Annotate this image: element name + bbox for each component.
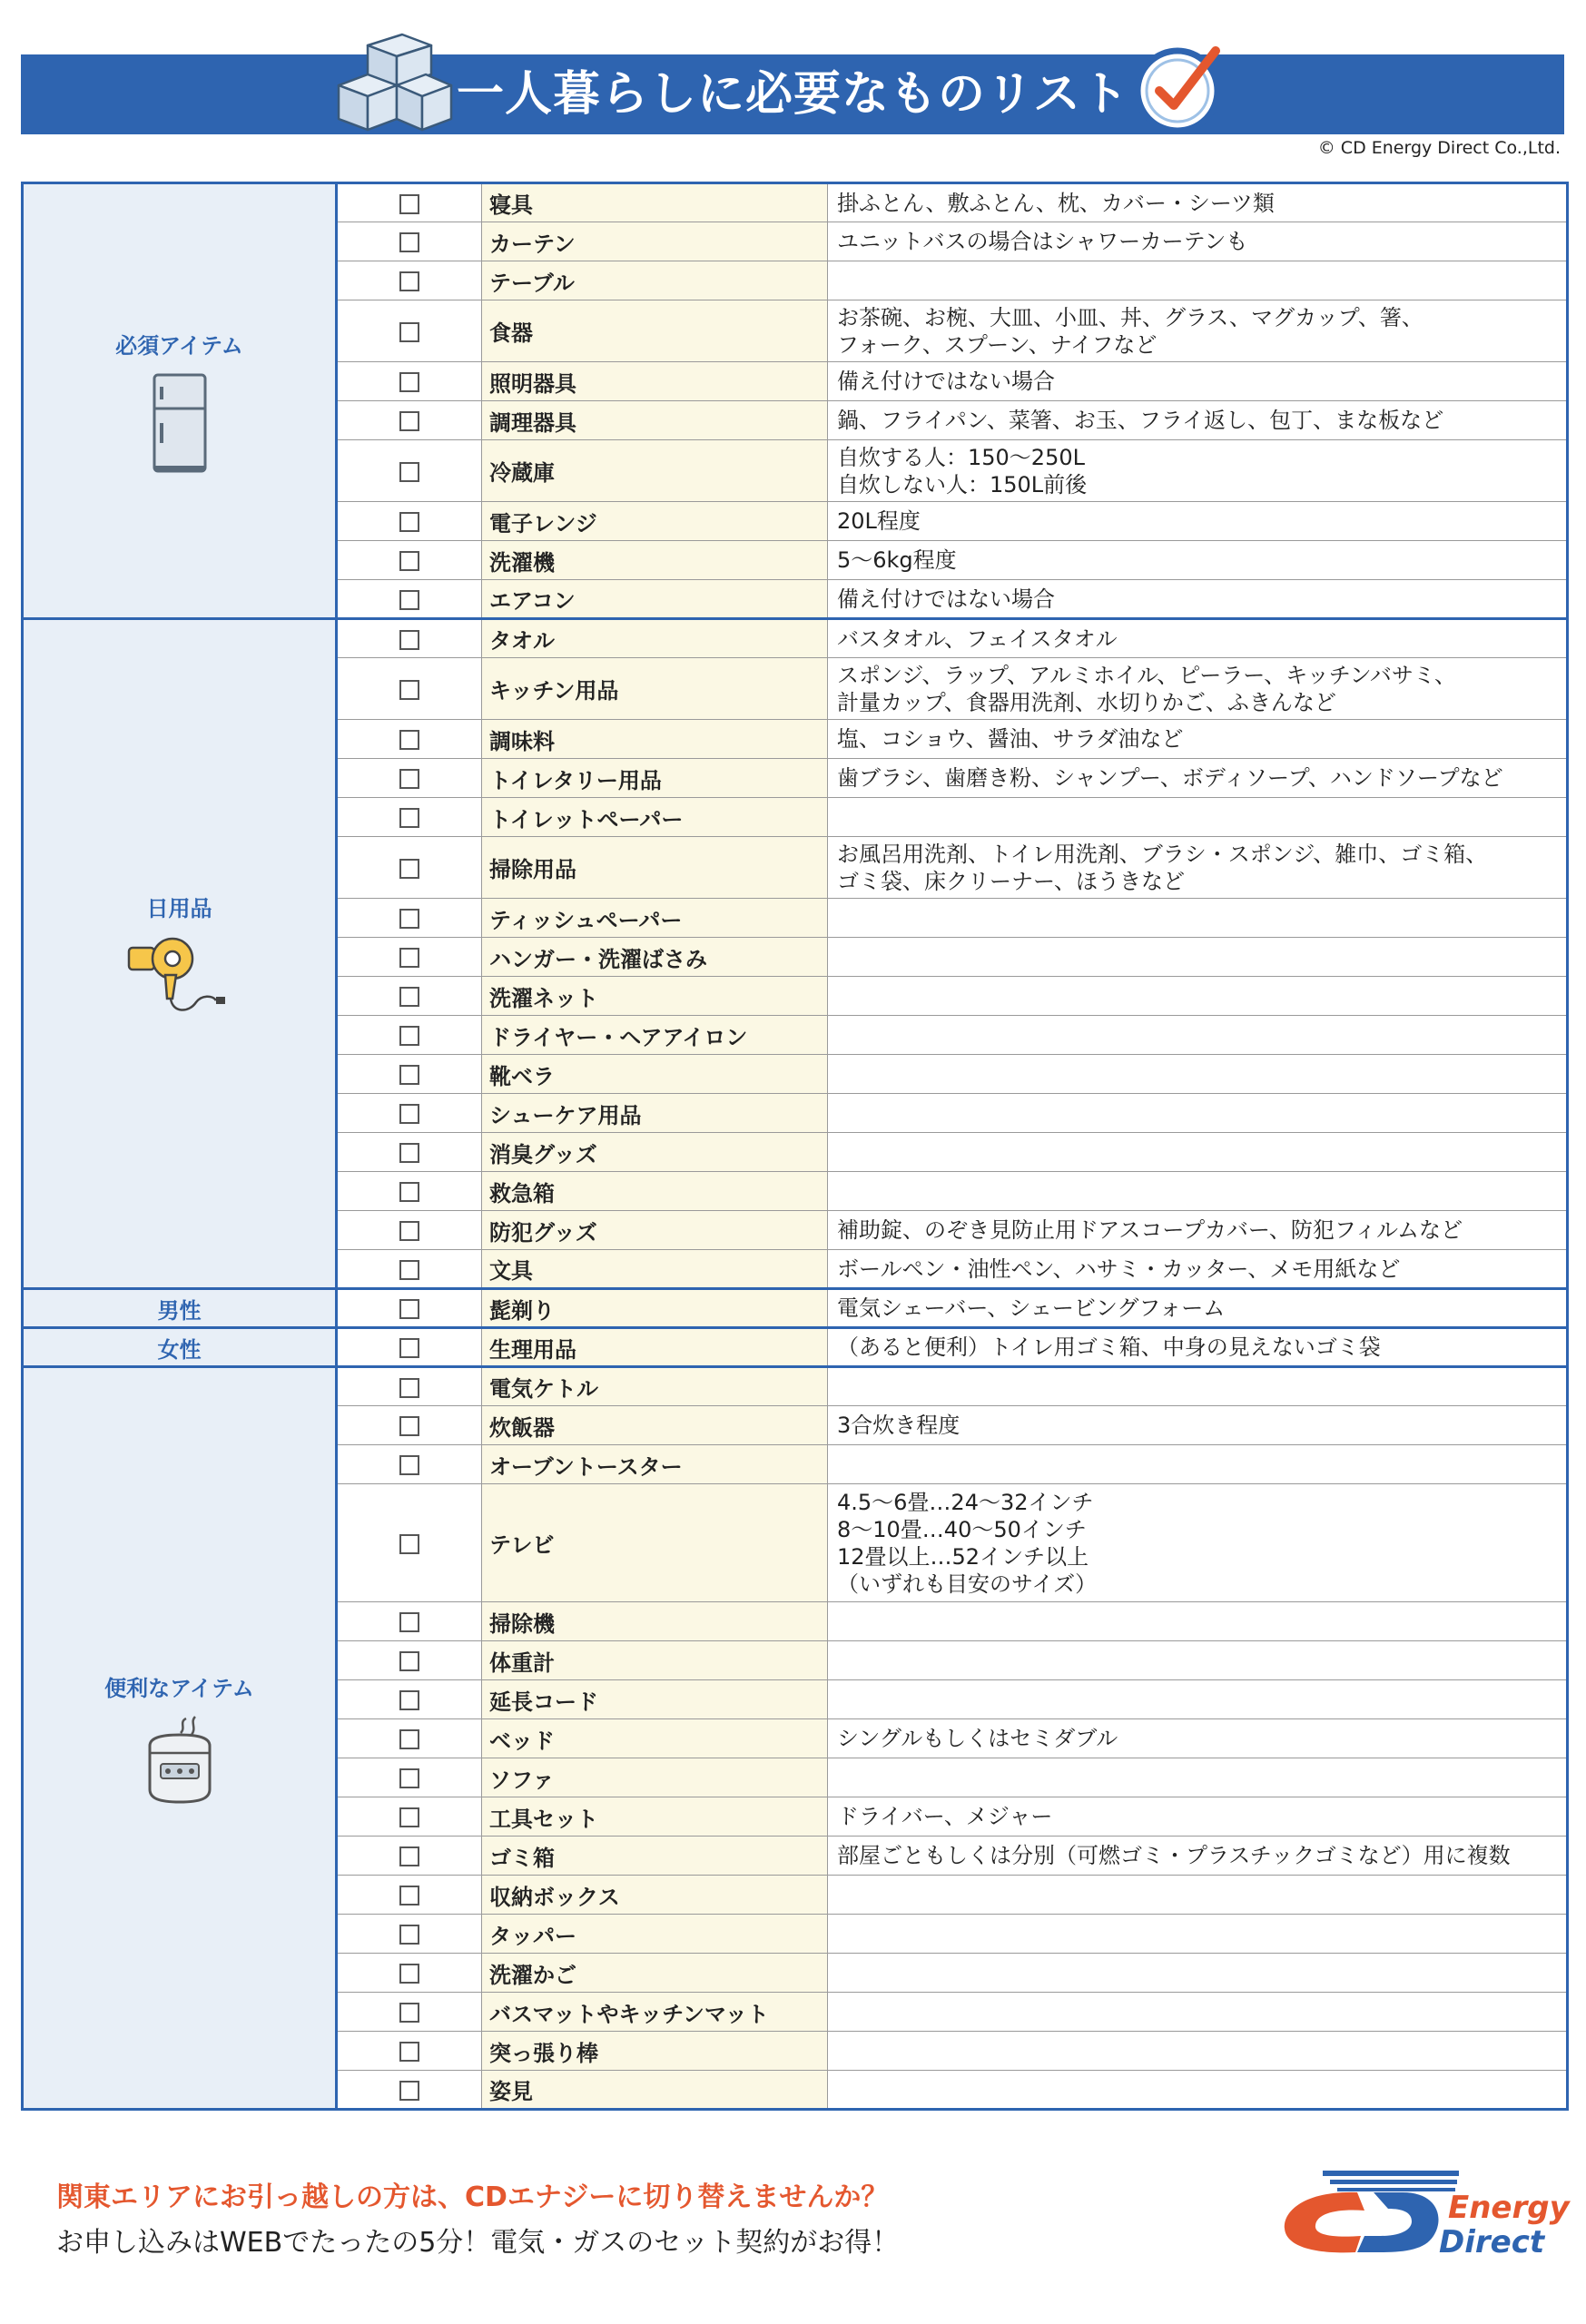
checkbox-cell bbox=[337, 759, 482, 798]
item-name: 炊飯器 bbox=[482, 1406, 828, 1445]
item-checkbox[interactable] bbox=[399, 1026, 419, 1046]
item-checkbox[interactable] bbox=[399, 271, 419, 291]
item-checkbox[interactable] bbox=[399, 1260, 419, 1280]
item-note bbox=[828, 1876, 1568, 1915]
item-note-line: 塩、コショウ、醤油、サラダ油など bbox=[837, 726, 1184, 752]
item-note-line: （いずれも目安のサイズ） bbox=[837, 1571, 1098, 1597]
category-cell bbox=[23, 183, 337, 619]
item-checkbox[interactable] bbox=[399, 1338, 419, 1358]
item-note bbox=[828, 1289, 1568, 1328]
checkbox-cell bbox=[337, 1993, 482, 2032]
checkbox-cell bbox=[337, 837, 482, 899]
category-label: 便利なアイテム bbox=[104, 1676, 254, 1701]
item-note bbox=[828, 222, 1568, 261]
item-checkbox[interactable] bbox=[399, 512, 419, 532]
item-checkbox[interactable] bbox=[399, 322, 419, 342]
item-note bbox=[828, 1837, 1568, 1876]
item-name: テレビ bbox=[482, 1484, 828, 1602]
item-note bbox=[828, 1406, 1568, 1445]
item-note bbox=[828, 541, 1568, 580]
item-name: 文具 bbox=[482, 1250, 828, 1289]
item-note bbox=[828, 1055, 1568, 1094]
item-checkbox[interactable] bbox=[399, 1416, 419, 1436]
checkbox-cell bbox=[337, 261, 482, 300]
item-name: 調理器具 bbox=[482, 401, 828, 440]
checkbox-cell bbox=[337, 1837, 482, 1876]
category-label: 必須アイテム bbox=[115, 333, 243, 359]
item-name: 髭剃り bbox=[482, 1289, 828, 1328]
checkbox-cell bbox=[337, 2071, 482, 2110]
checklist-table bbox=[21, 182, 1569, 2111]
item-checkbox[interactable] bbox=[399, 232, 419, 252]
item-name: オーブントースター bbox=[482, 1445, 828, 1484]
checkbox-cell bbox=[337, 222, 482, 261]
item-checkbox[interactable] bbox=[399, 1846, 419, 1866]
page-title: 一人暮らしに必要なものリスト bbox=[457, 67, 1129, 122]
item-checkbox[interactable] bbox=[399, 1143, 419, 1163]
item-note bbox=[828, 1993, 1568, 2032]
item-note bbox=[828, 1954, 1568, 1993]
item-checkbox[interactable] bbox=[399, 769, 419, 789]
item-note-line: お茶碗、お椀、大皿、小皿、丼、グラス、マグカップ、箸、 bbox=[837, 304, 1423, 330]
item-note-line: フォーク、スプーン、ナイフなど bbox=[837, 331, 1157, 358]
checkbox-cell bbox=[337, 362, 482, 401]
checkbox-cell bbox=[337, 1641, 482, 1680]
checkbox-cell bbox=[337, 502, 482, 541]
checkbox-cell bbox=[337, 1406, 482, 1445]
item-name: ゴミ箱 bbox=[482, 1837, 828, 1876]
item-checkbox[interactable] bbox=[399, 1807, 419, 1827]
logo-direct-text: Direct bbox=[1439, 2224, 1545, 2260]
item-name: 洗濯かご bbox=[482, 1954, 828, 1993]
checklist-row bbox=[23, 183, 1568, 222]
checkbox-cell bbox=[337, 1016, 482, 1055]
item-note bbox=[828, 1602, 1568, 1641]
item-checkbox[interactable] bbox=[399, 1221, 419, 1241]
item-name: 電子レンジ bbox=[482, 502, 828, 541]
item-note-line: シングルもしくはセミダブル bbox=[837, 1726, 1118, 1751]
item-checkbox[interactable] bbox=[399, 2081, 419, 2101]
item-name: 消臭グッズ bbox=[482, 1133, 828, 1172]
item-note-line: ゴミ袋、床クリーナー、ほうきなど bbox=[837, 868, 1186, 894]
item-note-line: 電気シェーバー、シェービングフォーム bbox=[837, 1295, 1226, 1321]
checkbox-cell bbox=[337, 2032, 482, 2071]
item-name: 防犯グッズ bbox=[482, 1211, 828, 1250]
item-name: 調味料 bbox=[482, 720, 828, 759]
item-name: 突っ張り棒 bbox=[482, 2032, 828, 2071]
item-note bbox=[828, 1094, 1568, 1133]
item-note bbox=[828, 977, 1568, 1016]
checkbox-cell bbox=[337, 720, 482, 759]
item-note bbox=[828, 899, 1568, 938]
logo-c-mark bbox=[1285, 2192, 1364, 2252]
item-note-line: 3合炊き程度 bbox=[837, 1413, 960, 1438]
item-note bbox=[828, 837, 1568, 899]
category-label: 女性 bbox=[157, 1336, 202, 1363]
item-name: エアコン bbox=[482, 580, 828, 619]
checkbox-cell bbox=[337, 1915, 482, 1954]
item-name: カーテン bbox=[482, 222, 828, 261]
item-name: トイレットペーパー bbox=[482, 798, 828, 837]
item-note-line: 鍋、フライパン、菜箸、お玉、フライ返し、包丁、まな板など bbox=[837, 408, 1444, 433]
promo-headline: 関東エリアにお引っ越しの方は、CDエナジーに切り替えませんか？ bbox=[56, 2181, 889, 2213]
checklist-row bbox=[23, 1328, 1568, 1367]
item-note-line: お風呂用洗剤、トイレ用洗剤、ブラシ・スポンジ、雑巾、ゴミ箱、 bbox=[837, 841, 1488, 867]
item-checkbox[interactable] bbox=[399, 1612, 419, 1632]
item-name: ドライヤー・ヘアアイロン bbox=[482, 1016, 828, 1055]
item-checkbox[interactable] bbox=[399, 680, 419, 700]
item-checkbox[interactable] bbox=[399, 1690, 419, 1710]
checkbox-cell bbox=[337, 1797, 482, 1837]
checkmark-circle-icon bbox=[1130, 38, 1228, 136]
item-note bbox=[828, 1758, 1568, 1797]
item-checkbox[interactable] bbox=[399, 1886, 419, 1905]
checkbox-cell bbox=[337, 440, 482, 502]
item-name: 食器 bbox=[482, 300, 828, 362]
checkbox-cell bbox=[337, 183, 482, 222]
item-note bbox=[828, 362, 1568, 401]
item-checkbox[interactable] bbox=[399, 1964, 419, 1984]
item-name: シューケア用品 bbox=[482, 1094, 828, 1133]
item-name: 靴ベラ bbox=[482, 1055, 828, 1094]
item-note bbox=[828, 1797, 1568, 1837]
item-note bbox=[828, 1172, 1568, 1211]
item-name: 工具セット bbox=[482, 1797, 828, 1837]
item-name: トイレタリー用品 bbox=[482, 759, 828, 798]
cd-energy-direct-logo bbox=[1266, 2165, 1570, 2260]
checkbox-cell bbox=[337, 1367, 482, 1406]
item-note-line: 自炊する人：150〜250L bbox=[837, 444, 1085, 470]
checkbox-cell bbox=[337, 1602, 482, 1641]
item-name: テーブル bbox=[482, 261, 828, 300]
checkbox-cell bbox=[337, 1445, 482, 1484]
item-note-line: ボールペン・油性ペン、ハサミ・カッター、メモ用紙など bbox=[837, 1256, 1401, 1282]
checkbox-cell bbox=[337, 1876, 482, 1915]
checkbox-cell bbox=[337, 1211, 482, 1250]
logo-d-mark bbox=[1357, 2192, 1439, 2252]
item-name: 電気ケトル bbox=[482, 1367, 828, 1406]
item-note bbox=[828, 401, 1568, 440]
item-name: 洗濯機 bbox=[482, 541, 828, 580]
item-note-line: 計量カップ、食器用洗剤、水切りかご、ふきんなど bbox=[837, 689, 1336, 715]
item-checkbox[interactable] bbox=[399, 630, 419, 650]
checkbox-cell bbox=[337, 541, 482, 580]
item-name: タッパー bbox=[482, 1915, 828, 1954]
item-note bbox=[828, 1915, 1568, 1954]
checkbox-cell bbox=[337, 1250, 482, 1289]
item-note bbox=[828, 619, 1568, 658]
item-note-line: バスタオル、フェイスタオル bbox=[837, 625, 1118, 652]
checkbox-cell bbox=[337, 1484, 482, 1602]
item-name: 生理用品 bbox=[482, 1328, 828, 1367]
item-note bbox=[828, 2071, 1568, 2110]
hair-dryer-icon bbox=[125, 935, 234, 1017]
checkbox-cell bbox=[337, 1680, 482, 1719]
item-checkbox[interactable] bbox=[399, 411, 419, 431]
item-note bbox=[828, 1641, 1568, 1680]
item-note-line: 備え付けではない場合 bbox=[837, 586, 1055, 612]
checkbox-cell bbox=[337, 1094, 482, 1133]
item-name: 掃除用品 bbox=[482, 837, 828, 899]
item-note bbox=[828, 440, 1568, 502]
item-checkbox[interactable] bbox=[399, 1182, 419, 1202]
item-name: 収納ボックス bbox=[482, 1876, 828, 1915]
category-cell bbox=[23, 1328, 337, 1367]
item-checkbox[interactable] bbox=[399, 2003, 419, 2023]
item-note-line: 補助錠、のぞき見防止用ドアスコープカバー、防犯フィルムなど bbox=[837, 1217, 1463, 1243]
copyright-notice: © CD Energy Direct Co.,Ltd. bbox=[1317, 138, 1561, 158]
item-name: 姿見 bbox=[482, 2071, 828, 2110]
item-checkbox[interactable] bbox=[399, 551, 419, 571]
category-cell bbox=[23, 1367, 337, 2110]
refrigerator-icon bbox=[152, 372, 208, 474]
item-checkbox[interactable] bbox=[399, 372, 419, 392]
item-note-line: ドライバー、メジャー bbox=[837, 1804, 1053, 1829]
item-name: ティッシュペーパー bbox=[482, 899, 828, 938]
item-note-line: （あると便利）トイレ用ゴミ箱、中身の見えないゴミ袋 bbox=[837, 1334, 1381, 1360]
item-checkbox[interactable] bbox=[399, 808, 419, 828]
item-checkbox[interactable] bbox=[399, 987, 419, 1007]
item-note-line: 備え付けではない場合 bbox=[837, 369, 1055, 394]
item-name: ソファ bbox=[482, 1758, 828, 1797]
checkbox-cell bbox=[337, 658, 482, 720]
item-checkbox[interactable] bbox=[399, 1534, 419, 1554]
category-cell bbox=[23, 619, 337, 1289]
checkbox-cell bbox=[337, 1328, 482, 1367]
checkbox-cell bbox=[337, 938, 482, 977]
item-checkbox[interactable] bbox=[399, 1768, 419, 1788]
item-note bbox=[828, 720, 1568, 759]
item-name: ベッド bbox=[482, 1719, 828, 1758]
item-note bbox=[828, 1484, 1568, 1602]
item-checkbox[interactable] bbox=[399, 2042, 419, 2062]
checkbox-cell bbox=[337, 1719, 482, 1758]
item-name: 寝具 bbox=[482, 183, 828, 222]
rice-cooker-icon bbox=[139, 1715, 221, 1806]
checkbox-cell bbox=[337, 1055, 482, 1094]
category-label: 男性 bbox=[157, 1297, 202, 1324]
checkbox-cell bbox=[337, 401, 482, 440]
item-name: ハンガー・洗濯ばさみ bbox=[482, 938, 828, 977]
item-checkbox[interactable] bbox=[399, 730, 419, 750]
checklist-row bbox=[23, 1289, 1568, 1328]
item-checkbox[interactable] bbox=[399, 1729, 419, 1749]
item-note bbox=[828, 658, 1568, 720]
checkbox-cell bbox=[337, 899, 482, 938]
checkbox-cell bbox=[337, 798, 482, 837]
item-note-line: 自炊しない人：150L前後 bbox=[837, 471, 1088, 497]
checkbox-cell bbox=[337, 1954, 482, 1993]
item-note bbox=[828, 1016, 1568, 1055]
item-checkbox[interactable] bbox=[399, 1651, 419, 1671]
item-note-line: 5〜6kg程度 bbox=[837, 547, 957, 573]
item-note-line: 12畳以上…52インチ以上 bbox=[837, 1543, 1089, 1570]
item-note-line: 20L程度 bbox=[837, 508, 921, 534]
item-note bbox=[828, 183, 1568, 222]
checkbox-cell bbox=[337, 1133, 482, 1172]
item-checkbox[interactable] bbox=[399, 1925, 419, 1945]
item-name: 冷蔵庫 bbox=[482, 440, 828, 502]
category-label: 日用品 bbox=[146, 896, 212, 921]
item-checkbox[interactable] bbox=[399, 1455, 419, 1475]
item-note bbox=[828, 1445, 1568, 1484]
item-checkbox[interactable] bbox=[399, 194, 419, 214]
item-name: 救急箱 bbox=[482, 1172, 828, 1211]
item-name: 延長コード bbox=[482, 1680, 828, 1719]
item-note bbox=[828, 1719, 1568, 1758]
item-name: バスマットやキッチンマット bbox=[482, 1993, 828, 2032]
item-checkbox[interactable] bbox=[399, 948, 419, 968]
checkbox-cell bbox=[337, 977, 482, 1016]
item-note-line: 8〜10畳…40〜50インチ bbox=[837, 1516, 1087, 1542]
item-name: 掃除機 bbox=[482, 1602, 828, 1641]
item-note bbox=[828, 1367, 1568, 1406]
item-checkbox[interactable] bbox=[399, 909, 419, 929]
item-note bbox=[828, 1328, 1568, 1367]
item-checkbox[interactable] bbox=[399, 462, 419, 482]
item-note bbox=[828, 261, 1568, 300]
item-note bbox=[828, 2032, 1568, 2071]
checkbox-cell bbox=[337, 1758, 482, 1797]
item-note bbox=[828, 1133, 1568, 1172]
item-name: タオル bbox=[482, 619, 828, 658]
item-note-line: 掛ふとん、敷ふとん、枕、カバー・シーツ類 bbox=[837, 190, 1275, 216]
logo-stripes bbox=[1323, 2171, 1459, 2191]
checkbox-cell bbox=[337, 1289, 482, 1328]
item-name: キッチン用品 bbox=[482, 658, 828, 720]
checklist-row bbox=[23, 619, 1568, 658]
category-cell bbox=[23, 1289, 337, 1328]
item-note bbox=[828, 759, 1568, 798]
item-note bbox=[828, 1680, 1568, 1719]
item-note bbox=[828, 938, 1568, 977]
item-note bbox=[828, 502, 1568, 541]
item-note-line: 4.5〜6畳…24〜32インチ bbox=[837, 1489, 1094, 1515]
promo-subline: お申し込みはWEBでたったの5分！電気・ガスのセット契約がお得！ bbox=[56, 2227, 900, 2259]
logo-energy-text: Energy bbox=[1448, 2190, 1570, 2226]
item-name: 体重計 bbox=[482, 1641, 828, 1680]
checkbox-cell bbox=[337, 300, 482, 362]
item-note-line: スポンジ、ラップ、アルミホイル、ピーラー、キッチンバサミ、 bbox=[837, 662, 1456, 688]
checkbox-cell bbox=[337, 619, 482, 658]
item-note-line: 部屋ごともしくは分別（可燃ゴミ・プラスチックゴミなど）用に複数 bbox=[837, 1843, 1511, 1868]
item-checkbox[interactable] bbox=[399, 1104, 419, 1124]
item-checkbox[interactable] bbox=[399, 1065, 419, 1085]
item-checkbox[interactable] bbox=[399, 859, 419, 879]
item-name: 照明器具 bbox=[482, 362, 828, 401]
checkbox-cell bbox=[337, 1172, 482, 1211]
item-checkbox[interactable] bbox=[399, 1299, 419, 1319]
item-note-line: 歯ブラシ、歯磨き粉、シャンプー、ボディソープ、ハンドソープなど bbox=[837, 765, 1503, 791]
item-note bbox=[828, 1250, 1568, 1289]
item-note bbox=[828, 798, 1568, 837]
item-checkbox[interactable] bbox=[399, 590, 419, 610]
checklist-row bbox=[23, 1367, 1568, 1406]
checkbox-cell bbox=[337, 580, 482, 619]
item-note bbox=[828, 580, 1568, 619]
item-note bbox=[828, 300, 1568, 362]
item-checkbox[interactable] bbox=[399, 1378, 419, 1398]
item-name: 洗濯ネット bbox=[482, 977, 828, 1016]
item-note-line: ユニットバスの場合はシャワーカーテンも bbox=[837, 229, 1248, 254]
item-note bbox=[828, 1211, 1568, 1250]
